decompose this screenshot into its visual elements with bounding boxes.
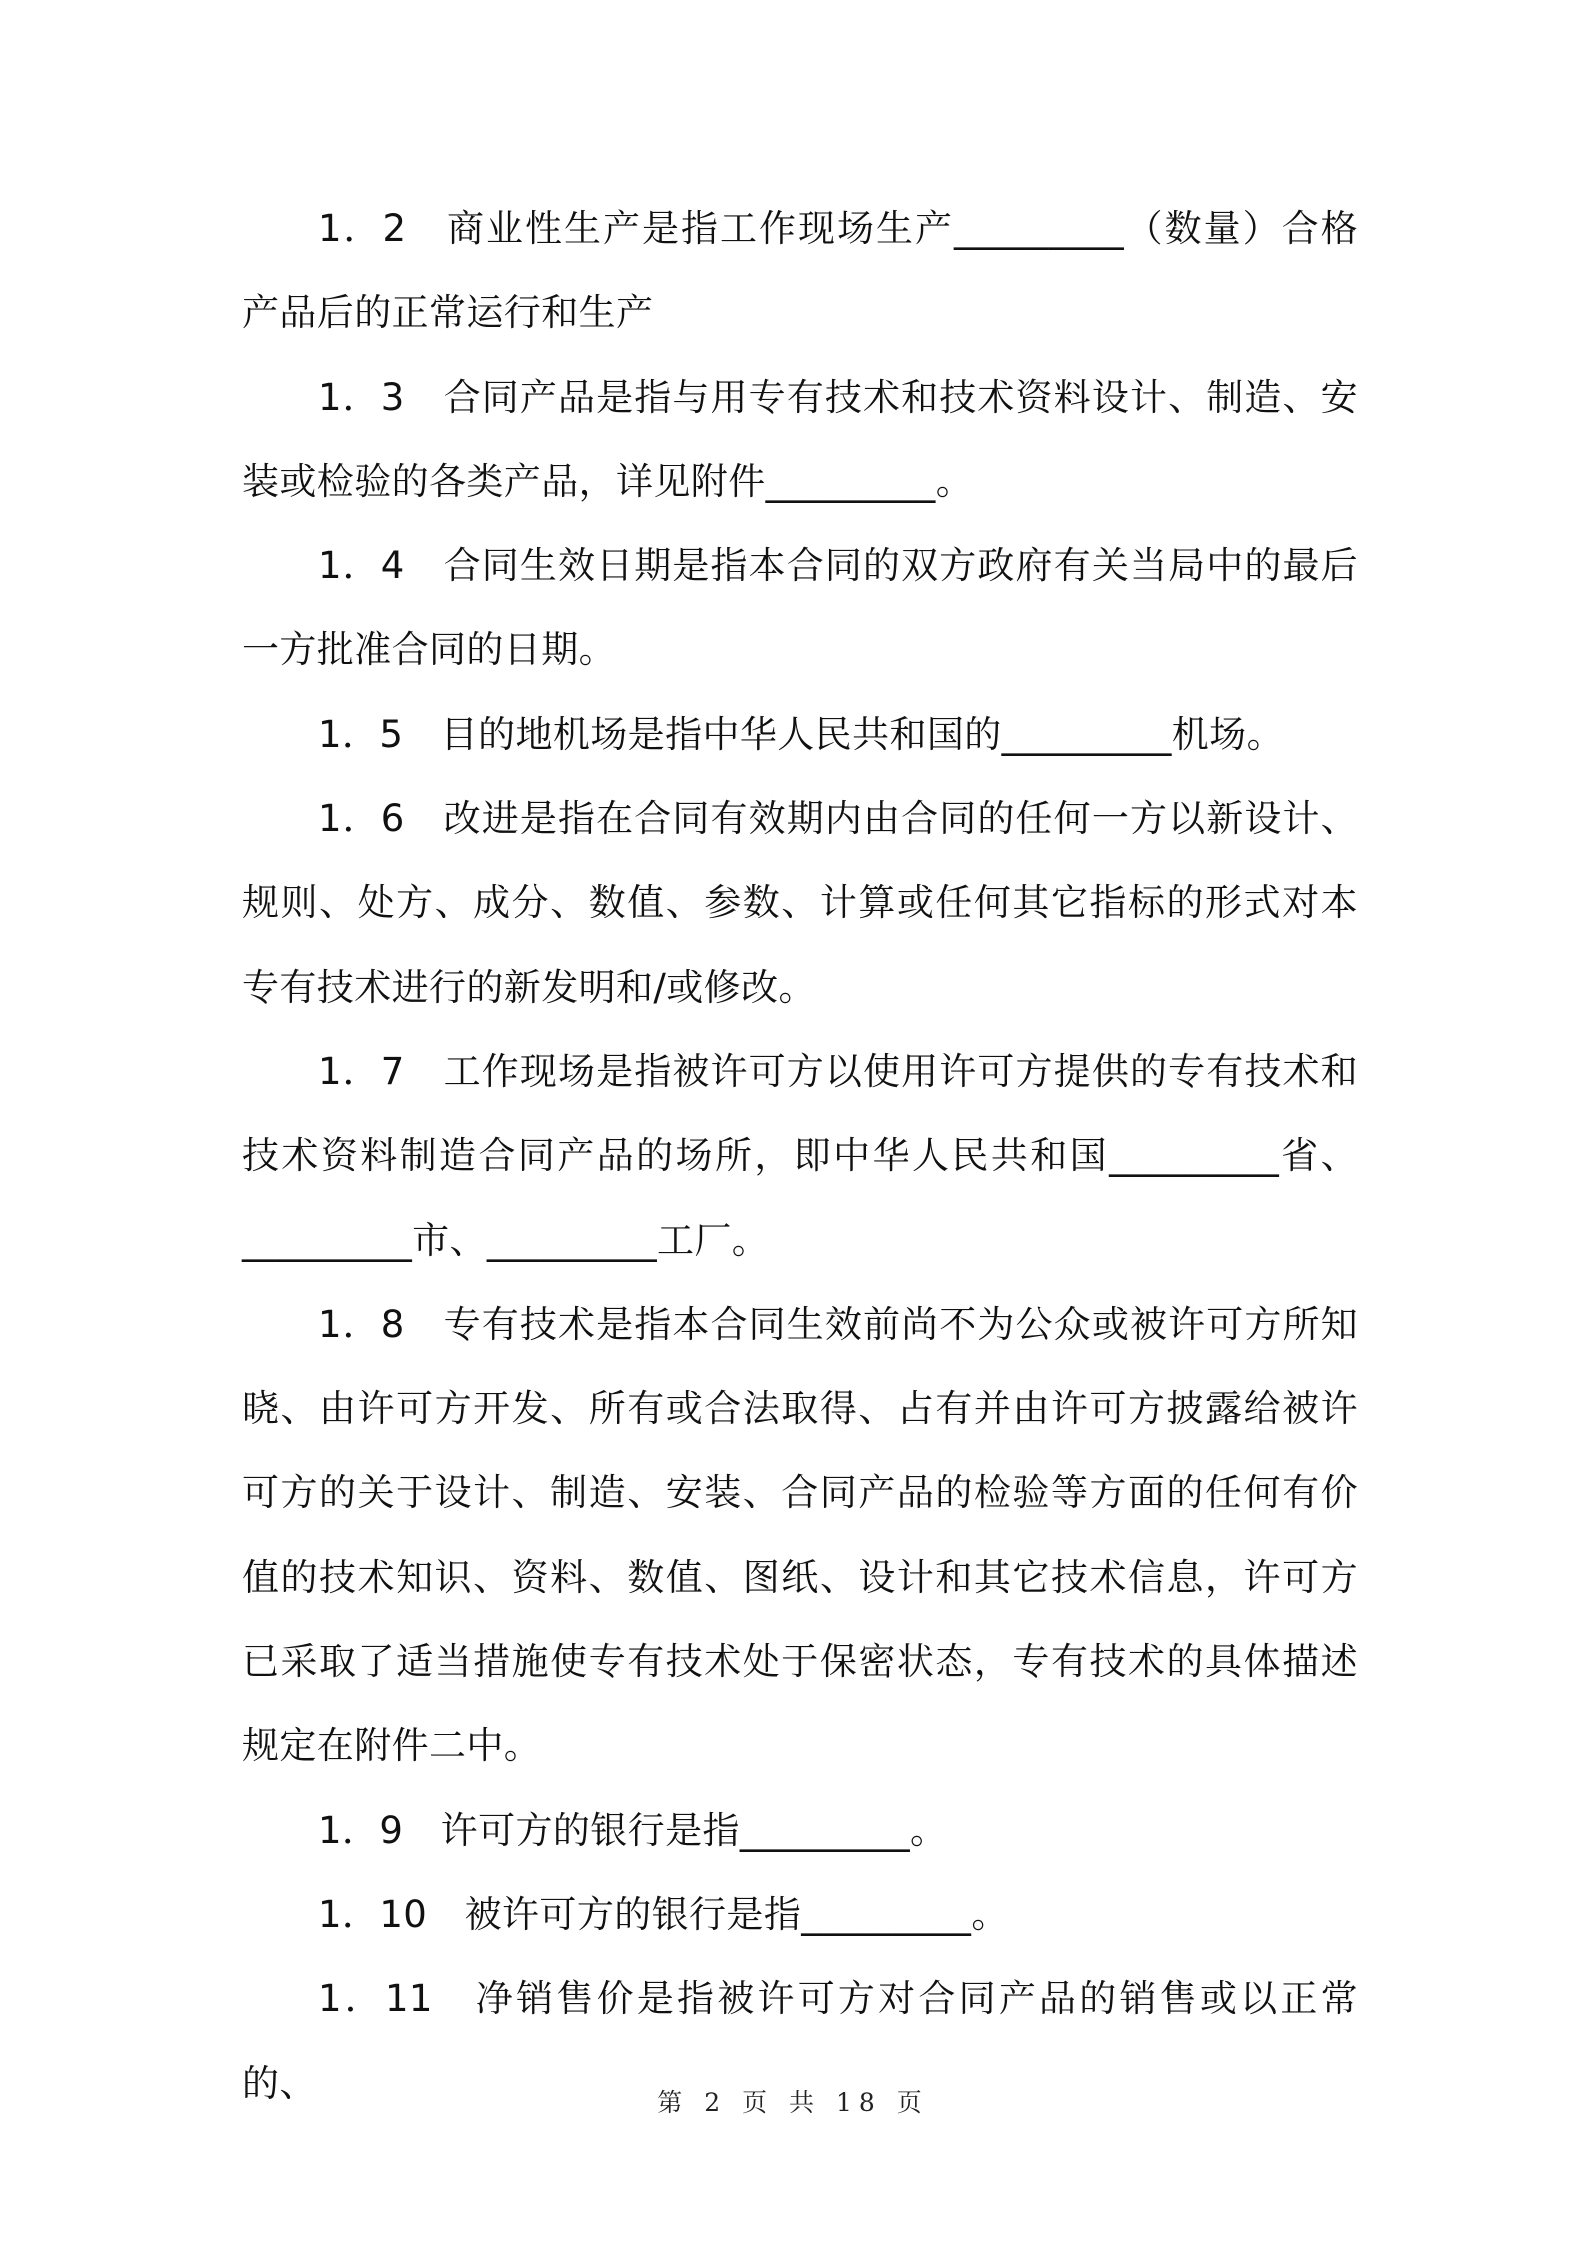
clause-1-6: 1．6 改进是指在合同有效期内由合同的任何一方以新设计、规则、处方、成分、数值、参数、计算或任何其它指标的形式对本专有技术进行的新发明和/或修改。 [242, 797, 1358, 1009]
clause-1-4: 1．4 合同生效日期是指本合同的双方政府有关当局中的最后一方批准合同的日期。 [242, 544, 1358, 672]
clause-1-8: 1．8 专有技术是指本合同生效前尚不为公众或被许可方所知晓、由许可方开发、所有或合法取得、占有并由许可方披露给被许可方的关于设计、制造、安装、合同产品的检验等方面的任何有价值的技术知识、资料、数值、图纸、设计和其它技术信息，许可方已采取了适当措施使专有技术处于保密状态，专有技术的具体描述规定在附件二中。 [242, 1302, 1358, 1768]
clause-1-9: 1．9 许可方的银行是指_________。 [318, 1808, 948, 1852]
clause-1-2: 1．2 商业性生产是指工作现场生产_________（数量）合格产品后的正常运行和生产 [242, 207, 1358, 335]
clause-1-5: 1．5 目的地机场是指中华人民共和国的_________机场。 [318, 712, 1284, 756]
contract-body [242, 187, 1358, 2126]
clause-1-11: 1．11 净销售价是指被许可方对合同产品的销售或以正常的、 [242, 1977, 1358, 2105]
clause-1-7: 1．7 工作现场是指被许可方以使用许可方提供的专有技术和技术资料制造合同产品的场所，即中华人民共和国_________省、_________市、_________工厂。 [242, 1049, 1358, 1262]
clause-1-10: 1．10 被许可方的银行是指_________。 [318, 1892, 1009, 1936]
clause-1-3: 1．3 合同产品是指与用专有技术和技术资料设计、制造、安装或检验的各类产品，详见附件_________。 [242, 375, 1358, 503]
page-number-footer: 第 2 页 共 18 页 [657, 2088, 929, 2117]
